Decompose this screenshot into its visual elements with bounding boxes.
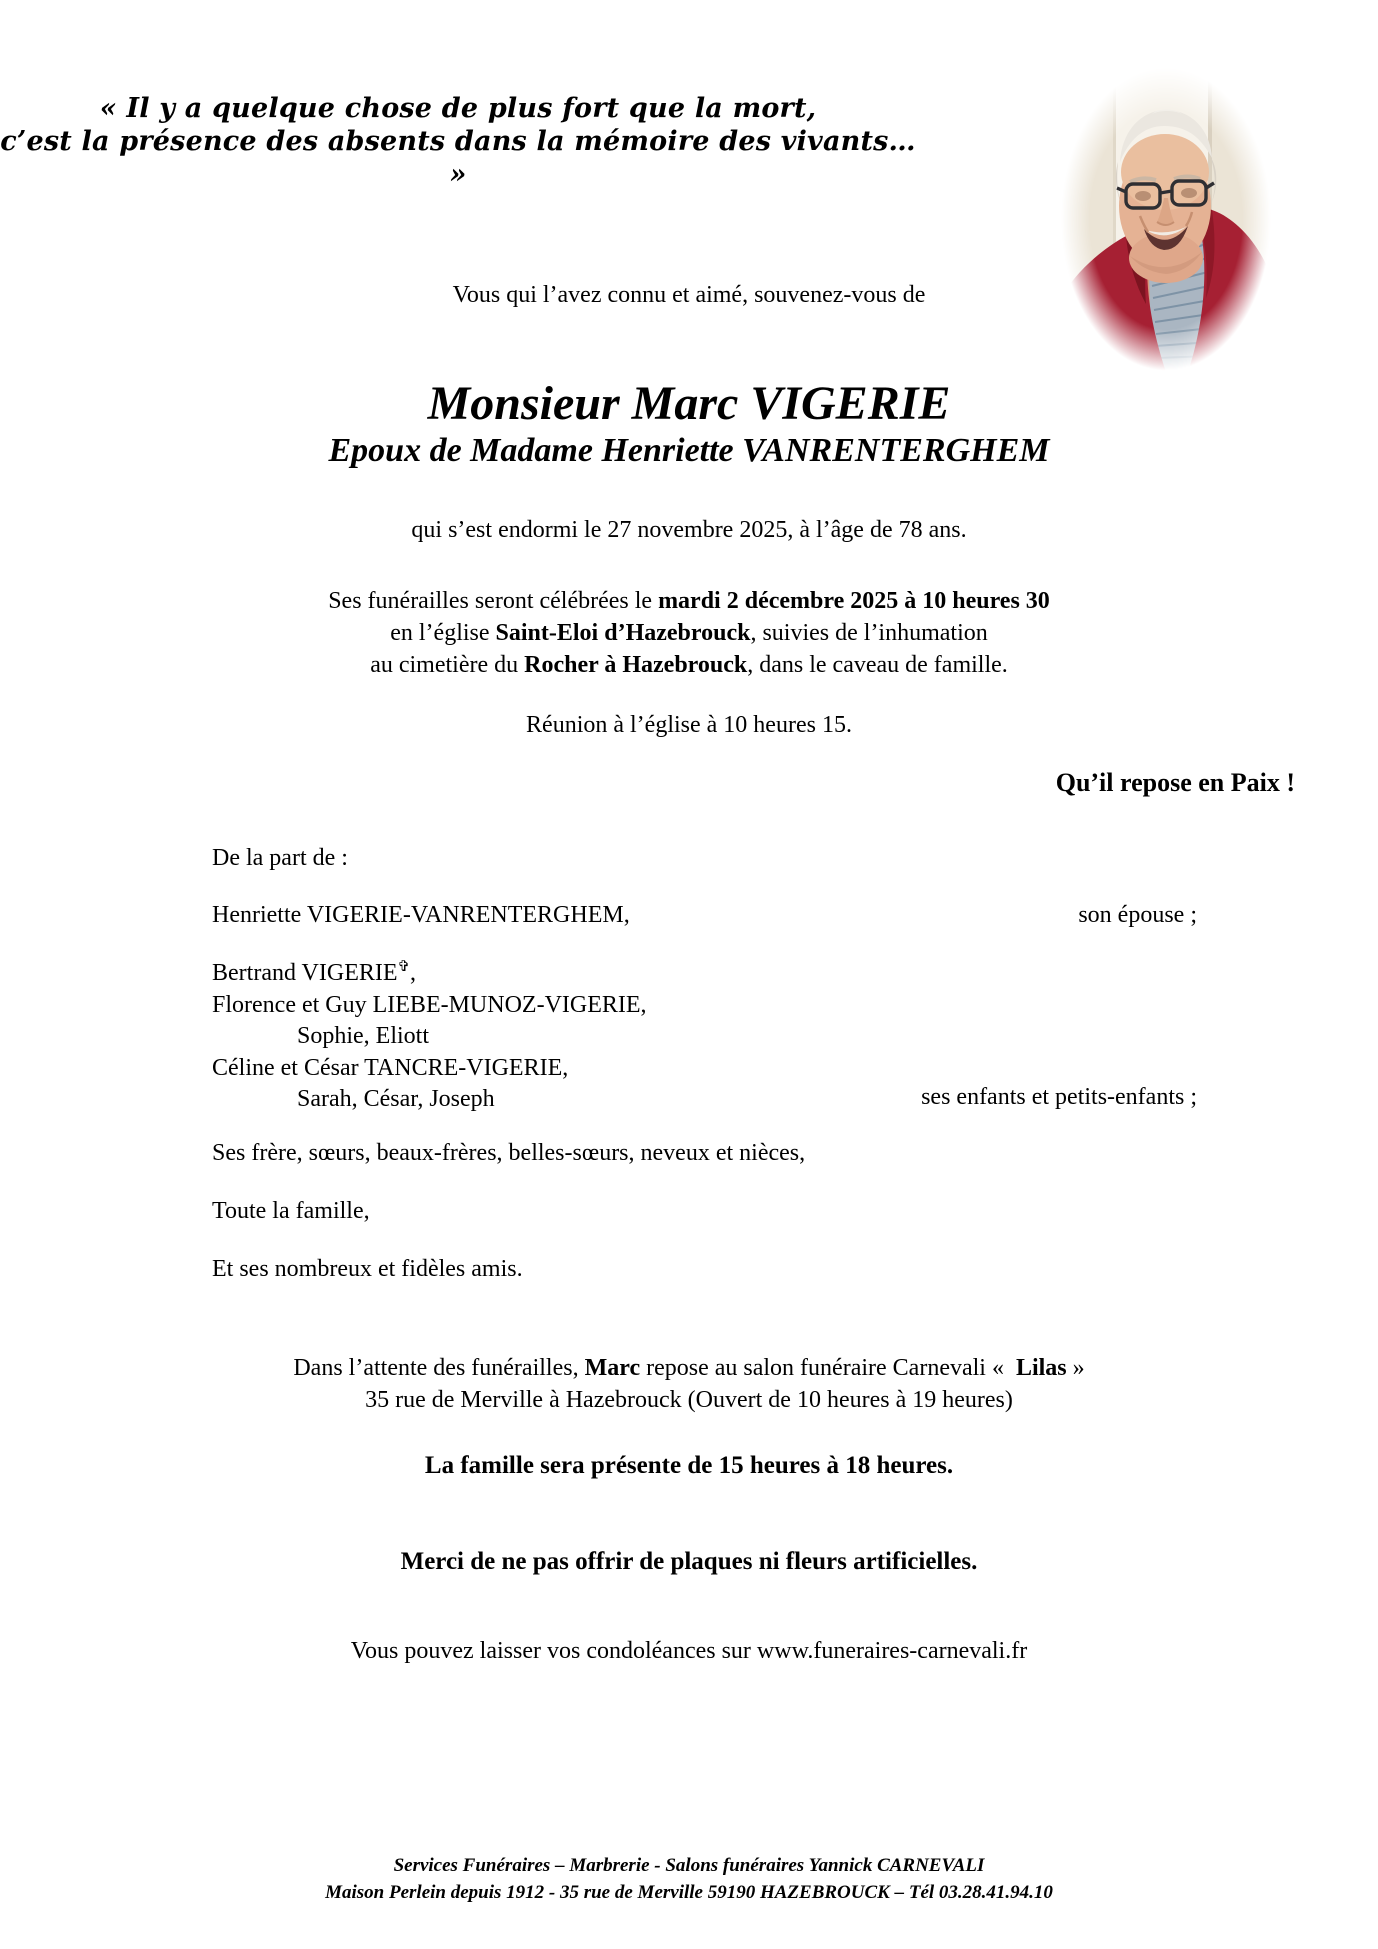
opening-quote xyxy=(0,92,916,191)
friends-line: Et ses nombreux et fidèles amis. xyxy=(212,1256,523,1282)
footer-line-1: Services Funéraires – Marbrerie - Salons funéraires Yannick CARNEVALI xyxy=(393,1855,985,1876)
spouse-name: Henriette VIGERIE-VANRENTERGHEM, xyxy=(212,902,630,928)
funeral-line-2: en l’église Saint-Eloi d’Hazebrouck, suivies de l’inhumation xyxy=(390,620,988,646)
spouse-row xyxy=(212,902,1197,929)
intro-line: Vous qui l’avez connu et aimé, souvenez-vous de xyxy=(452,282,926,308)
children-relation: ses enfants et petits-enfants ; xyxy=(921,1084,1197,1110)
portrait-photo xyxy=(1060,66,1272,372)
child-line: Céline et César TANCRE-VIGERIE, xyxy=(212,1054,569,1081)
grandchildren-line: Sarah, César, Joseph xyxy=(297,1086,495,1112)
repose-line-2: 35 rue de Merville à Hazebrouck (Ouvert de 10 heures à 19 heures) xyxy=(365,1387,1013,1413)
children-names-list xyxy=(212,958,647,1116)
child-line: Bertrand VIGERIE✞, xyxy=(212,959,416,986)
church-meeting-line: Réunion à l’église à 10 heures 15. xyxy=(526,712,852,738)
grandchildren-line: Sophie, Eliott xyxy=(297,1023,429,1049)
funeral-line-1: Ses funérailles seront célébrées le mardi 2 décembre 2025 à 10 heures 30 xyxy=(328,588,1050,614)
spouse-of-line: Epoux de Madame Henriette VANRENTERGHEM xyxy=(328,432,1050,469)
spouse-relation: son épouse ; xyxy=(1078,902,1197,928)
funeral-line-3: au cimetière du Rocher à Hazebrouck, dans le caveau de famille. xyxy=(370,652,1008,678)
siblings-line: Ses frère, sœurs, beaux-frères, belles-sœurs, neveux et nièces, xyxy=(212,1140,806,1166)
deceased-name: Monsieur Marc VIGERIE xyxy=(427,377,951,430)
rest-in-peace-line: Qu’il repose en Paix ! xyxy=(1055,768,1295,797)
quote-line-1: « Il y a quelque chose de plus fort que la mort, xyxy=(99,93,817,124)
no-flowers-line: Merci de ne pas offrir de plaques ni fleurs artificielles. xyxy=(400,1548,978,1575)
funeral-details xyxy=(0,585,1378,681)
repose-line-1: Dans l’attente des funérailles, Marc repose au salon funéraire Carnevali « Lilas » xyxy=(293,1355,1085,1381)
child-line: Florence et Guy LIEBE-MUNOZ-VIGERIE, xyxy=(212,991,647,1018)
death-date-line: qui s’est endormi le 27 novembre 2025, à l’âge de 78 ans. xyxy=(411,517,967,543)
on-behalf-heading: De la part de : xyxy=(212,845,348,871)
repose-location-block xyxy=(0,1352,1378,1416)
quote-line-2: c’est la présence des absents dans la mémoire des vivants… » xyxy=(0,126,916,190)
footer-line-2: Maison Perlein depuis 1912 - 35 rue de Merville 59190 HAZEBROUCK – Tél 03.28.41.94.10 xyxy=(325,1882,1053,1903)
portrait-photo-illustration xyxy=(1060,66,1272,372)
funeral-home-footer xyxy=(0,1852,1378,1906)
whole-family-line: Toute la famille, xyxy=(212,1198,370,1224)
condolences-line: Vous pouvez laisser vos condoléances sur www.funeraires-carnevali.fr xyxy=(350,1638,1028,1664)
family-presence-line: La famille sera présente de 15 heures à 18 heures. xyxy=(424,1452,954,1479)
